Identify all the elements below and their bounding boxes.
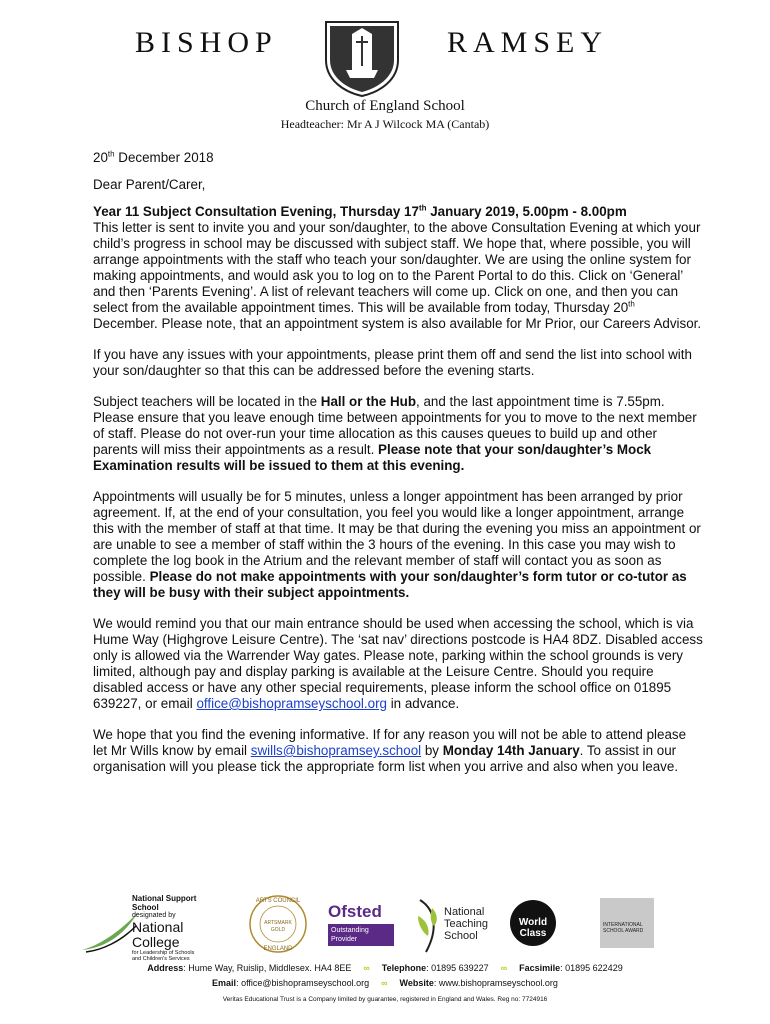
telephone-value: : 01895 639227 xyxy=(426,963,489,973)
paragraph-location: Subject teachers will be located in the Hall or the Hub, and the last appointment time is 7.55pm. Please ensure that you leave enough time between appointments for you to move to the next member of staff. Please do not over-run your time allocation as this causes queues to build up and other parents will miss their appointments as a result. Please note that your son/daughter’s Mock Examination results will be issued to them at this evening. xyxy=(93,394,697,473)
leaf-swirl-icon xyxy=(412,896,442,956)
website-value: : www.bishopramseyschool.org xyxy=(433,978,558,988)
artsmark-level-text: GOLD xyxy=(270,927,286,933)
school-name-word-right: RAMSEY xyxy=(447,26,609,59)
school-name-word-left: BISHOP xyxy=(135,26,278,59)
arts-council-logo xyxy=(248,892,308,958)
class-text: Class xyxy=(519,928,547,939)
accreditation-logos xyxy=(80,892,700,962)
letter-heading: Year 11 Subject Consultation Evening, Thursday 17th January 2019, 5.00pm - 8.00pm xyxy=(93,203,627,219)
email-label: Email xyxy=(212,978,237,988)
world-text: World xyxy=(518,917,548,928)
nc-desc: for Leadership of Schools and Children's Services xyxy=(132,950,195,962)
national-college-logo xyxy=(80,892,225,962)
email-value: : office@bishopramseyschool.org xyxy=(236,978,370,988)
telephone-label: Telephone xyxy=(381,963,427,973)
letter-body xyxy=(93,150,703,790)
address-label: Address xyxy=(147,963,184,973)
artsmark-badge-icon xyxy=(248,892,308,956)
nc-name: National College xyxy=(132,919,184,950)
swoosh-icon xyxy=(80,910,140,954)
ofsted-text: Ofsted xyxy=(328,902,382,921)
office-email-link[interactable]: office@bishopramseyschool.org xyxy=(196,696,387,711)
swills-email-link[interactable]: swills@bishopramsey.school xyxy=(250,743,422,758)
nts-line-1: National xyxy=(444,906,485,918)
isa-text: INTERNATIONAL SCHOOL AWARD xyxy=(603,922,644,934)
paragraph-issues: If you have any issues with your appointments, please print them off and send the list into school with your son/daughter so that this can be addressed before the evening starts. xyxy=(93,347,692,378)
isa-badge xyxy=(600,898,654,948)
school-subtitle: Church of England School xyxy=(305,98,465,114)
fax-value: : 01895 622429 xyxy=(560,963,623,973)
paragraph-closing: We hope that you find the evening informative. If for any reason you will not be able to attend please let Mr Wills know by email swills@bishopramsey.school by Monday 14th January. To assist in our organisation will you please tick the appropriate form list when you arrive and also when you leave. xyxy=(93,727,687,774)
national-teaching-school-logo xyxy=(412,892,502,958)
website-label: Website xyxy=(399,978,434,988)
separator-icon: ∞ xyxy=(381,978,388,988)
footer-web-line xyxy=(0,978,770,988)
paragraph-appointments: Appointments will usually be for 5 minutes, unless a longer appointment has been arranged by prior agreement. If, at the end of your consultation, you feel you would like a longer appointment, arrange this with the member of staff at that time. It may be that during the evening you miss an appointment or are unable to see a member of staff within the 3 hours of the evening. In this case you may wish to complete the log book in the Atrium and the relevant member of staff will contact you as soon as possible. Please do not make appointments with your son/daughter’s form tutor or co-tutor as they will be busy with their subject appointments. xyxy=(93,489,701,600)
ns-title: National Support School xyxy=(132,894,197,912)
school-crest-logo xyxy=(318,20,406,98)
paragraph-intro: Year 11 Subject Consultation Evening, Thursday 17th January 2019, 5.00pm - 8.00pm This letter is sent to invite you and your son/daughter, to the above Consultation Evening at which your child’s progress in school may be discussed with subject staff. We hope that, where possible, you will arrange appointments with the staff who teach your son/daughter. We are using the online system for making appointments, and would ask you to log on to the Parent Portal to do this. Click on ‘General’ and then ‘Parents Evening’. A list of relevant teachers will come up. Click on one, and then you can select from the available appointment times. This will be available from today, Thursday 20th December. Please note, that an appointment system is also available for Mr Prior, our Careers Advisor. xyxy=(93,203,702,331)
footer-contact-line xyxy=(0,963,770,973)
address-value: : Hume Way, Ruislip, Middlesex. HA4 8EE xyxy=(183,963,352,973)
artsmark-text: ARTSMARK xyxy=(264,920,292,926)
separator-icon: ∞ xyxy=(500,963,508,973)
headteacher-line: Headteacher: Mr A J Wilcock MA (Cantab) xyxy=(280,117,490,131)
letter-date: 20th December 2018 xyxy=(93,149,214,165)
england-text: ENGLAND xyxy=(263,946,293,952)
world-class-badge-icon xyxy=(508,898,558,948)
footer-legal: Veritas Educational Trust is a Company limited by guarantee, registered in England and Wales. Reg no: 7724916 xyxy=(222,996,548,1003)
paragraph-access: We would remind you that our main entrance should be used when accessing the school, which is via Hume Way (Highgrove Leisure Centre). The ‘sat nav’ directions postcode is HA4 8DZ. Disabled access only is allowed via the Warrender Way gates. Please note, parking within the school grounds is very limited, although pay and display parking is available at the Leisure Centre. Should you require disabled access or have any other special requirements, please inform the school office on 01895 639227, or email office@bishopramseyschool.org in advance. xyxy=(93,616,703,711)
world-class-logo xyxy=(508,892,558,958)
separator-icon: ∞ xyxy=(363,963,370,973)
fax-label: Facsimile xyxy=(519,963,561,973)
ofsted-logo xyxy=(328,892,392,958)
ofsted-rating-box: Outstanding Provider xyxy=(328,924,394,946)
nts-line-3: School xyxy=(444,930,478,942)
international-school-award-logo xyxy=(600,892,656,958)
ns-sub: designated by xyxy=(132,912,176,919)
arts-council-text: ARTS COUNCIL xyxy=(255,898,301,904)
nts-line-2: Teaching xyxy=(444,918,489,930)
letter-greeting: Dear Parent/Carer, xyxy=(93,177,206,192)
